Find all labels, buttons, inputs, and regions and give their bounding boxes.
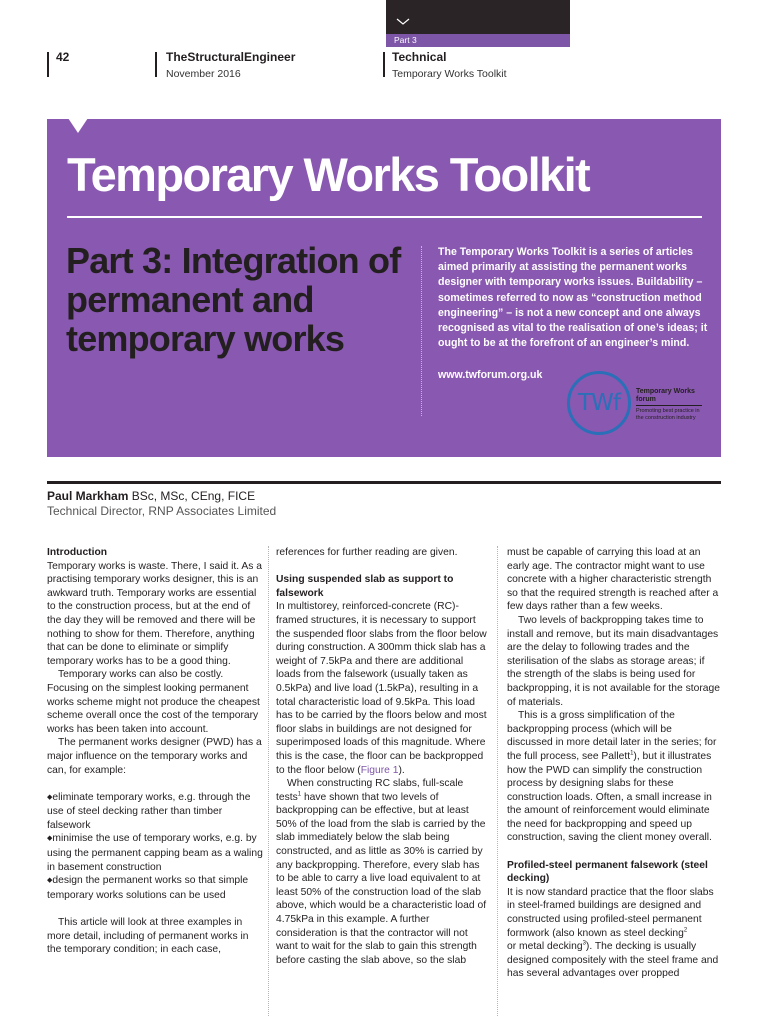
section-heading: Using suspended slab as support to falsework	[276, 574, 454, 599]
figure-1-link[interactable]: Figure 1	[360, 764, 399, 776]
chevron-down-icon	[394, 14, 412, 28]
page-number: 42	[56, 50, 70, 64]
author-divider	[47, 481, 721, 484]
magazine-masthead	[166, 50, 295, 81]
title-divider	[67, 216, 702, 218]
list-item: ◆ eliminate temporary works, e.g. through the use of steel decking rather than timber falsework	[47, 791, 264, 833]
magazine-name: TheStructuralEngineer	[166, 50, 296, 64]
paragraph: When constructing RC slabs, full-scale tests$^1$ have shown that two levels of backpropping can be effective, but at least 50% of the load from the slab is carried by the slab immediately below the slab being constructed, and as little as 30% is carried by any backpropping. Therefore, every slab has to be able to carry a live load equivalent to at least 50% of the construction load of the slab above, which would be a characteristic load of 4.75kPa in this example. A further consideration is that the contractor will not want to wait for the slab to gain this strength before casting the slab above, so the slab	[276, 778, 487, 966]
paragraph: In multistorey, reinforced-concrete (RC)-framed structures, it is necessary to support the suspended floor slabs from the floor below during construction. A 300mm thick slab has a weight of 7.5kPa and there are additional loads from the falsework (usually taken as 0.5kPa) and live load (1.5kPa), resulting in a total characteristic load of 9.5kPa. This load has to be carried by the floors below and most floor slabs in buildings are not designed for superimposed loads of this magnitude. Where this is the case, the floor can be backpropped to the floor below (Figure 1).	[276, 601, 487, 776]
forum-link[interactable]: www.twforum.org.uk	[438, 369, 543, 381]
column-divider	[497, 546, 498, 1016]
reference-marker: 3	[582, 940, 586, 947]
paragraph: This is a gross simplification of the backpropping process (which will be discussed in more detail later in the series; for the full process, see Pallett$^1$), but it illustrates how the PWD can simplify the construction process by designing slabs for these construction loads. Often, a small increase in the amount of reinforcement would eliminate the need for backpropping and speed up construction, saving the client money overall.	[507, 710, 717, 844]
paragraph: This article will look at three examples in more detail, including of permanent works in the temporary condition; in each case,	[47, 917, 249, 956]
section-header	[392, 50, 507, 81]
banner-divider	[421, 246, 422, 416]
paragraph: Temporary works is waste. There, I said it. As a practising temporary works designer, this is an awkward truth. Temporary works are essential to the construction process, but at the end of the day they will be removed and there will be nothing to show for them. Therefore, anything that can be done to eliminate or simplify temporary works has to be a good thing.	[47, 560, 262, 667]
series-intro: The Temporary Works Toolkit is a series of articles aimed primarily at assisting the permanent works designer with temporary works issues. Buildability – sometimes referred to now as “construction method engineering” – is not a new concept and one always recognised as vital to the realisation of one’s ideas; it ought to be at the forefront of an engineer’s mind.	[438, 246, 708, 350]
author-role: Technical Director, RNP Associates Limited	[47, 504, 277, 518]
paragraph: must be capable of carrying this load at an early age. The contractor might want to use concrete with a higher characteristic strength so that the required strength is reached after a few days rather than a few weeks.	[507, 547, 719, 613]
reference-marker: 1	[630, 750, 634, 757]
twf-logo-icon: TWf	[567, 371, 631, 435]
section-name: Technical	[392, 50, 447, 64]
paragraph: references for further reading are given.	[276, 547, 458, 558]
banner-notch	[68, 118, 88, 133]
article-column-2	[276, 546, 489, 967]
header-divider	[383, 52, 385, 77]
header-divider	[155, 52, 157, 77]
twf-logo-name: Temporary Works forum	[636, 388, 695, 403]
section-heading: Introduction	[47, 547, 108, 558]
twf-logo-rule	[636, 405, 702, 406]
issue-date: November 2016	[166, 68, 241, 80]
article-column-3	[507, 546, 720, 981]
author-byline	[47, 489, 255, 504]
section-heading: Profiled-steel permanent falsework (steel decking)	[507, 859, 708, 885]
list-item: ◆ design the permanent works so that simple temporary works solutions can be used	[47, 874, 264, 902]
author-credentials: BSc, MSc, CEng, FICE	[128, 489, 256, 503]
article-column-1	[47, 546, 264, 957]
reference-marker: 2	[683, 927, 688, 934]
twf-logo-tagline: Promoting best practice in the construction industry	[636, 408, 700, 421]
header-divider	[47, 52, 49, 77]
list-item: ◆ minimise the use of temporary works, e.g. by using the permanent capping beam as a waling in basement construction	[47, 832, 264, 874]
subsection-name: Temporary Works Toolkit	[392, 68, 507, 80]
part-title: Part 3: Integration of permanent and temporary works	[66, 240, 401, 359]
paragraph: It is now standard practice that the floor slabs in steel-framed buildings are designed and constructed using profiled-steel permanent formwork (also known as steel decking$^2$ or metal decking$^3$). The decking is usually designed compositely with the steel frame and has several advantages over propped	[507, 886, 719, 980]
author-name: Paul Markham	[47, 489, 129, 503]
paragraph: Two levels of backpropping takes time to install and remove, but its main disadvantages are the delay to following trades and the sterilisation of the slabs as storage areas; if the strength of the slabs is being used for backpropping, it is not available for the storage of materials.	[507, 614, 720, 708]
paragraph: The permanent works designer (PWD) has a major influence on the temporary works and can, for example:	[47, 737, 262, 776]
paragraph: Temporary works can also be costly. Focusing on the simplest looking permanent works scheme might not produce the cheapest scheme overall once the cost of the temporary works has been taken into account.	[47, 669, 260, 735]
page-title: Temporary Works Toolkit	[67, 148, 590, 201]
reference-marker: 1	[297, 791, 302, 798]
part-tab-label: Part 3	[386, 34, 570, 47]
part-tab	[386, 0, 570, 47]
column-divider	[268, 546, 269, 1016]
